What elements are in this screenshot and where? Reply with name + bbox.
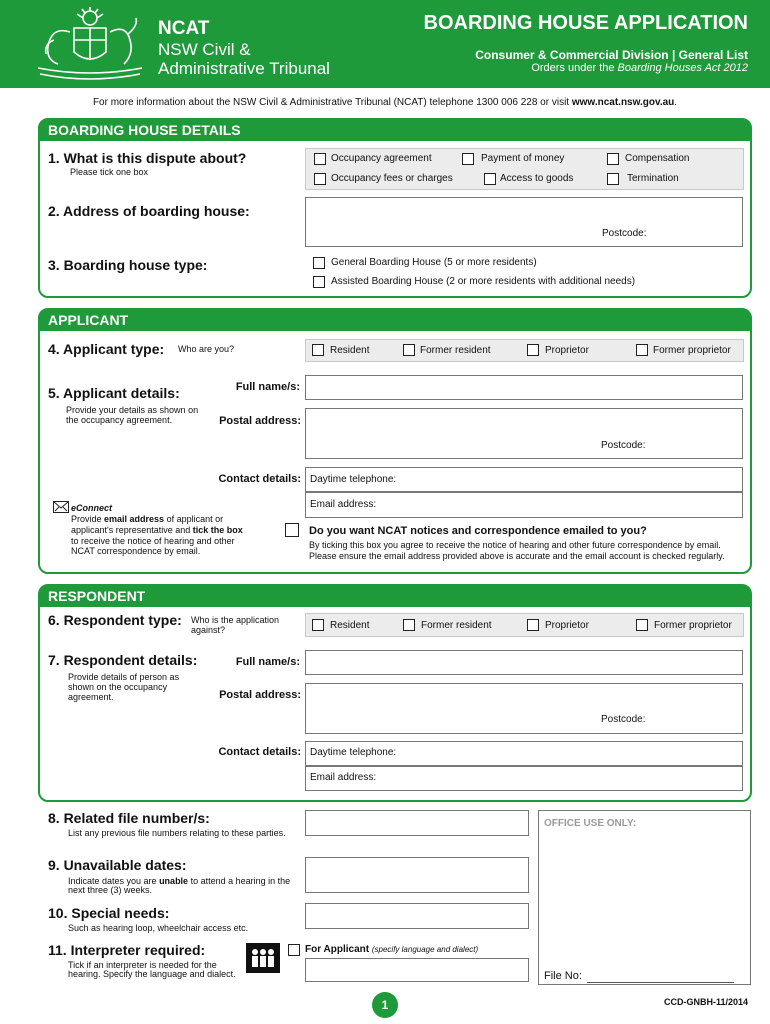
q6-option-label: Former resident: [421, 620, 492, 631]
respondent-postal-address-field[interactable]: [305, 683, 743, 734]
full-names-label: Full name/s:: [235, 656, 300, 668]
interpreter-applicant-checkbox[interactable]: [288, 944, 300, 956]
contact-details-label: Contact details:: [218, 746, 301, 758]
q11-hint-line2: hearing. Specify the language and dialect.: [68, 969, 236, 979]
q6-hint-line1: Who is the application: [191, 615, 280, 625]
q4-option-label: Former resident: [420, 345, 491, 356]
form-code: CCD-GNBH-11/2014: [663, 997, 748, 1007]
q1-hint: Please tick one box: [70, 167, 149, 177]
related-file-numbers-field[interactable]: [305, 810, 529, 836]
q3-checkbox-general[interactable]: [313, 257, 325, 269]
q9-hint-a: Indicate dates you are: [68, 876, 160, 886]
unavailable-dates-field[interactable]: [305, 857, 529, 893]
q5-hint-line1: Provide your details as shown on: [66, 405, 199, 415]
boarding-house-heading: BOARDING HOUSE DETAILS: [38, 119, 752, 141]
q9-label: 9. Unavailable dates:: [48, 857, 187, 873]
q10-label: 10. Special needs:: [48, 905, 170, 921]
orders-note: [531, 62, 748, 74]
coat-of-arms-icon: [30, 6, 150, 82]
q1-option-label: Occupancy fees or charges: [331, 173, 453, 184]
econnect-checkbox[interactable]: [285, 523, 299, 537]
info-end: .: [674, 97, 678, 108]
boarding-house-address-field[interactable]: [305, 197, 743, 247]
q1-option-label: Access to goods: [500, 173, 574, 184]
org-name-line1: NSW Civil &: [158, 40, 251, 59]
page-number: 1: [372, 992, 398, 1018]
econnect-l1b: email address: [104, 514, 165, 524]
q3-checkbox-assisted[interactable]: [313, 276, 325, 288]
postcode-label: Postcode:: [602, 228, 647, 239]
q1-option-label: Payment of money: [481, 153, 565, 164]
file-no-line: [587, 982, 734, 983]
office-use-title: OFFICE USE ONLY:: [544, 818, 637, 829]
q1-option-label: Compensation: [625, 153, 690, 164]
q3-label: 3. Boarding house type:: [48, 257, 208, 273]
q4-checkbox-former-resident[interactable]: [403, 344, 415, 356]
econnect-desc-line1: [71, 514, 223, 524]
econnect-l2a: applicant's representative and: [71, 525, 193, 535]
postal-address-label: Postal address:: [219, 415, 301, 427]
email-address-label: Email address:: [310, 499, 377, 510]
office-use-box: [538, 810, 751, 985]
q1-checkbox-occupancy-agreement[interactable]: [314, 153, 326, 165]
q11-label: 11. Interpreter required:: [48, 942, 206, 958]
q6-option-label: Resident: [330, 620, 370, 631]
daytime-telephone-label: Daytime telephone:: [310, 474, 397, 485]
econnect-l1a: Provide: [71, 514, 105, 524]
q6-checkbox-resident[interactable]: [312, 619, 324, 631]
special-needs-field[interactable]: [305, 903, 529, 929]
info-line: [0, 97, 770, 108]
q7-label: 7. Respondent details:: [48, 652, 198, 668]
q5-label: 5. Applicant details:: [48, 385, 180, 401]
q9-hint-b: unable: [159, 876, 189, 886]
applicant-postal-address-field[interactable]: [305, 408, 743, 459]
q9-hint-c: to attend a hearing in the: [188, 876, 291, 886]
q1-checkbox-termination[interactable]: [607, 173, 619, 185]
q9-hint-line2: next three (3) weeks.: [68, 885, 153, 895]
website-link[interactable]: www.ncat.nsw.gov.au: [571, 97, 675, 108]
daytime-telephone-label: Daytime telephone:: [310, 747, 397, 758]
q6-option-label: Proprietor: [545, 620, 589, 631]
q3-option-label: Assisted Boarding House (2 or more residents with additional needs): [331, 276, 636, 287]
q4-checkbox-proprietor[interactable]: [527, 344, 539, 356]
q4-option-label: Proprietor: [545, 345, 589, 356]
q4-option-label: Resident: [330, 345, 370, 356]
for-applicant-label: For Applicant: [305, 944, 370, 955]
q1-checkbox-compensation[interactable]: [607, 153, 619, 165]
q1-checkbox-occupancy-fees[interactable]: [314, 173, 326, 185]
q3-option-label: General Boarding House (5 or more residents): [331, 257, 537, 268]
contact-details-label: Contact details:: [218, 473, 301, 485]
full-names-label: Full name/s:: [235, 381, 300, 393]
q7-hint-line2: shown on the occupancy: [68, 682, 168, 692]
org-name-line2: Administrative Tribunal: [158, 59, 330, 78]
q4-hint: Who are you?: [178, 344, 235, 354]
q1-label: 1. What is this dispute about?: [48, 150, 247, 166]
q6-label: 6. Respondent type:: [48, 612, 182, 628]
q4-checkbox-resident[interactable]: [312, 344, 324, 356]
respondent-full-names-field[interactable]: [305, 650, 743, 675]
q2-label: 2. Address of boarding house:: [48, 203, 250, 219]
q8-hint: List any previous file numbers relating to these parties.: [68, 828, 286, 838]
q6-checkbox-proprietor[interactable]: [527, 619, 539, 631]
header-banner: [0, 0, 770, 88]
postal-address-label: Postal address:: [219, 689, 301, 701]
org-short-name: NCAT: [158, 18, 210, 39]
q8-label: 8. Related file number/s:: [48, 810, 210, 826]
info-text: For more information about the NSW Civil & Administrative Tribunal (NCAT) telephone 1300 006 228 or visit: [92, 97, 572, 108]
q6-checkbox-former-proprietor[interactable]: [636, 619, 648, 631]
econnect-desc-line4: NCAT correspondence by email.: [71, 546, 201, 556]
econnect-title: eConnect: [71, 503, 113, 513]
orders-act: Boarding Houses Act 2012: [617, 62, 748, 74]
econnect-desc-line2: [71, 525, 243, 535]
file-no-label: File No:: [544, 970, 582, 982]
postcode-label: Postcode:: [601, 714, 646, 725]
q4-label: 4. Applicant type:: [48, 341, 165, 357]
interpreter-icon: [246, 943, 280, 973]
interpreter-for-applicant: [305, 944, 478, 955]
q4-option-label: Former proprietor: [653, 345, 731, 356]
econnect-note-line2: Please ensure the email address provided above is accurate and the email account is checked regularly.: [309, 551, 725, 561]
q1-option-label: Occupancy agreement: [331, 153, 432, 164]
applicant-heading: APPLICANT: [38, 309, 752, 331]
q11-hint-line1: Tick if an interpreter is needed for the: [68, 960, 217, 970]
respondent-heading: RESPONDENT: [38, 585, 752, 607]
q7-hint-line1: Provide details of person as: [68, 672, 180, 682]
division-subtitle: Consumer & Commercial Division | General List: [475, 48, 748, 62]
interpreter-language-field[interactable]: [305, 958, 529, 982]
econnect-question: Do you want NCAT notices and correspondence emailed to you?: [309, 525, 647, 537]
postcode-label: Postcode:: [601, 440, 646, 451]
econnect-icon: [53, 501, 69, 513]
form-title: BOARDING HOUSE APPLICATION: [423, 12, 748, 34]
econnect-l1c: of applicant or: [164, 514, 224, 524]
econnect-l2b: tick the box: [192, 525, 243, 535]
econnect-note-line1: By ticking this box you agree to receive the notice of hearing and other future correspondence by email.: [309, 540, 721, 550]
q1-checkbox-access-to-goods[interactable]: [484, 173, 496, 185]
econnect-desc-line3: to receive the notice of hearing and other: [71, 536, 235, 546]
q6-option-label: Former proprietor: [654, 620, 732, 631]
email-address-label: Email address:: [310, 772, 377, 783]
q6-checkbox-former-resident[interactable]: [403, 619, 415, 631]
orders-prefix: Orders under the: [531, 62, 618, 74]
applicant-full-names-field[interactable]: [305, 375, 743, 400]
specify-language-label: (specify language and dialect): [371, 945, 479, 954]
q1-checkbox-payment-of-money[interactable]: [462, 153, 474, 165]
q5-hint-line2: the occupancy agreement.: [66, 415, 173, 425]
q1-option-label: Termination: [627, 173, 679, 184]
q6-hint-line2: against?: [191, 625, 226, 635]
q4-checkbox-former-proprietor[interactable]: [636, 344, 648, 356]
q7-hint-line3: agreement.: [68, 692, 114, 702]
q10-hint: Such as hearing loop, wheelchair access etc.: [68, 923, 249, 933]
